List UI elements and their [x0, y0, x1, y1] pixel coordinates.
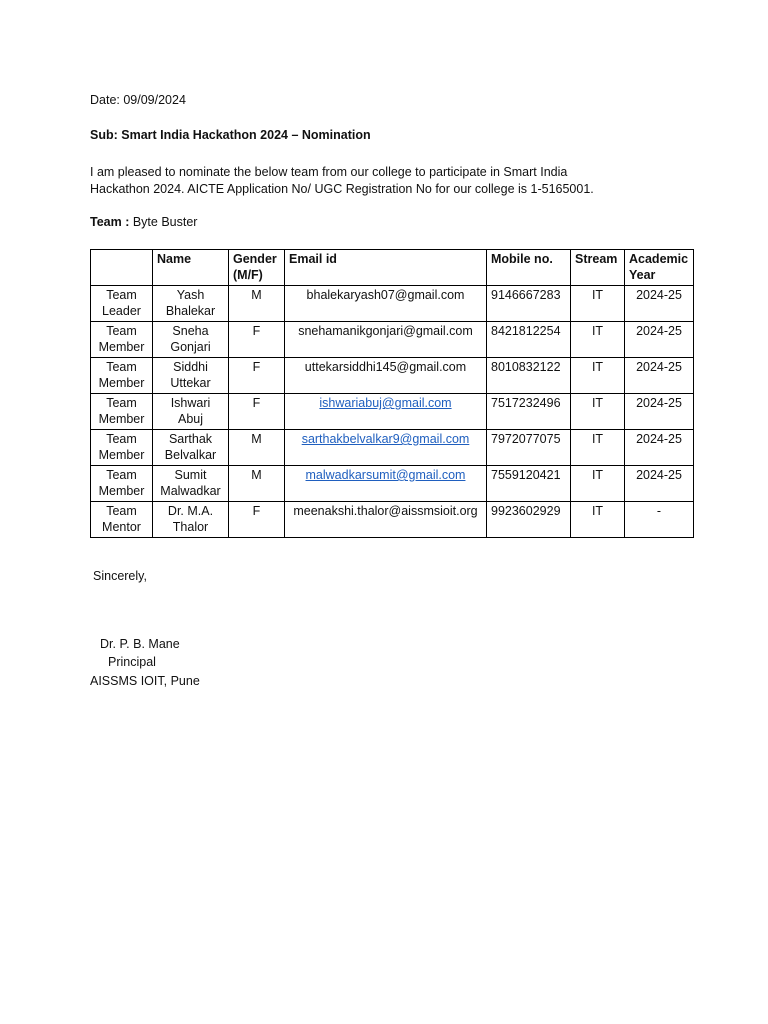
table-row	[91, 502, 694, 538]
email-cell	[285, 394, 487, 430]
mobile-cell: 8421812254	[487, 322, 571, 358]
mobile-cell: 8010832122	[487, 358, 571, 394]
email-link[interactable]: malwadkarsumit@gmail.com	[305, 468, 466, 482]
header-gender: Gender (M/F)	[229, 250, 285, 286]
letter-paragraph	[90, 164, 650, 198]
stream-cell: IT	[571, 430, 625, 466]
role-cell: Team Member	[91, 430, 153, 466]
year-cell: 2024-25	[625, 286, 694, 322]
letter-date: Date: 09/09/2024	[90, 93, 186, 107]
header-academic-year: Academic Year	[625, 250, 694, 286]
gender-cell: F	[229, 394, 285, 430]
name-cell: Dr. M.A. Thalor	[153, 502, 229, 538]
mobile-cell: 7517232496	[487, 394, 571, 430]
year-cell: 2024-25	[625, 358, 694, 394]
role-cell: Team Member	[91, 322, 153, 358]
year-cell: 2024-25	[625, 394, 694, 430]
mobile-cell: 7559120421	[487, 466, 571, 502]
closing-sincerely: Sincerely,	[93, 569, 147, 583]
gender-cell: M	[229, 430, 285, 466]
stream-cell: IT	[571, 286, 625, 322]
table-row	[91, 358, 694, 394]
year-cell: 2024-25	[625, 322, 694, 358]
stream-cell: IT	[571, 322, 625, 358]
signer-institution: AISSMS IOIT, Pune	[90, 674, 200, 688]
table-row	[91, 322, 694, 358]
gender-cell: M	[229, 466, 285, 502]
letter-subject: Sub: Smart India Hackathon 2024 – Nomination	[90, 128, 371, 142]
signer-name: Dr. P. B. Mane	[100, 637, 180, 651]
email-cell	[285, 430, 487, 466]
table-row	[91, 394, 694, 430]
stream-cell: IT	[571, 358, 625, 394]
nomination-table	[90, 249, 694, 538]
email-cell: snehamanikgonjari@gmail.com	[285, 322, 487, 358]
email-cell	[285, 466, 487, 502]
header-mobile: Mobile no.	[487, 250, 571, 286]
gender-cell: F	[229, 358, 285, 394]
header-name: Name	[153, 250, 229, 286]
signer-designation: Principal	[108, 655, 156, 669]
team-name: Byte Buster	[129, 215, 198, 229]
mobile-cell: 7972077075	[487, 430, 571, 466]
email-link[interactable]: sarthakbelvalkar9@gmail.com	[301, 432, 470, 446]
role-cell: Team Mentor	[91, 502, 153, 538]
year-cell: 2024-25	[625, 466, 694, 502]
role-cell: Team Member	[91, 358, 153, 394]
role-cell: Team Member	[91, 394, 153, 430]
year-cell: 2024-25	[625, 430, 694, 466]
header-email: Email id	[285, 250, 487, 286]
email-cell: meenakshi.thalor@aissmsioit.org	[285, 502, 487, 538]
name-cell: Sneha Gonjari	[153, 322, 229, 358]
table-header-row	[91, 250, 694, 286]
name-cell: Yash Bhalekar	[153, 286, 229, 322]
gender-cell: M	[229, 286, 285, 322]
name-cell: Ishwari Abuj	[153, 394, 229, 430]
name-cell: Sarthak Belvalkar	[153, 430, 229, 466]
stream-cell: IT	[571, 394, 625, 430]
email-link[interactable]: ishwariabuj@gmail.com	[319, 396, 452, 410]
gender-cell: F	[229, 502, 285, 538]
mobile-cell: 9923602929	[487, 502, 571, 538]
table-row	[91, 430, 694, 466]
stream-cell: IT	[571, 466, 625, 502]
gender-cell: F	[229, 322, 285, 358]
role-cell: Team Member	[91, 466, 153, 502]
table-row	[91, 466, 694, 502]
table-row	[91, 286, 694, 322]
mobile-cell: 9146667283	[487, 286, 571, 322]
email-cell: bhalekaryash07@gmail.com	[285, 286, 487, 322]
year-cell: -	[625, 502, 694, 538]
header-role	[91, 250, 153, 286]
email-cell: uttekarsiddhi145@gmail.com	[285, 358, 487, 394]
name-cell: Sumit Malwadkar	[153, 466, 229, 502]
team-line	[90, 215, 197, 229]
team-label: Team :	[90, 215, 130, 229]
stream-cell: IT	[571, 502, 625, 538]
name-cell: Siddhi Uttekar	[153, 358, 229, 394]
paragraph-line-2: Hackathon 2024. AICTE Application No/ UGC Registration No for our college is 1-5165001.	[90, 182, 594, 196]
role-cell: Team Leader	[91, 286, 153, 322]
header-stream: Stream	[571, 250, 625, 286]
paragraph-line-1: I am pleased to nominate the below team from our college to participate in Smart India	[90, 165, 568, 179]
